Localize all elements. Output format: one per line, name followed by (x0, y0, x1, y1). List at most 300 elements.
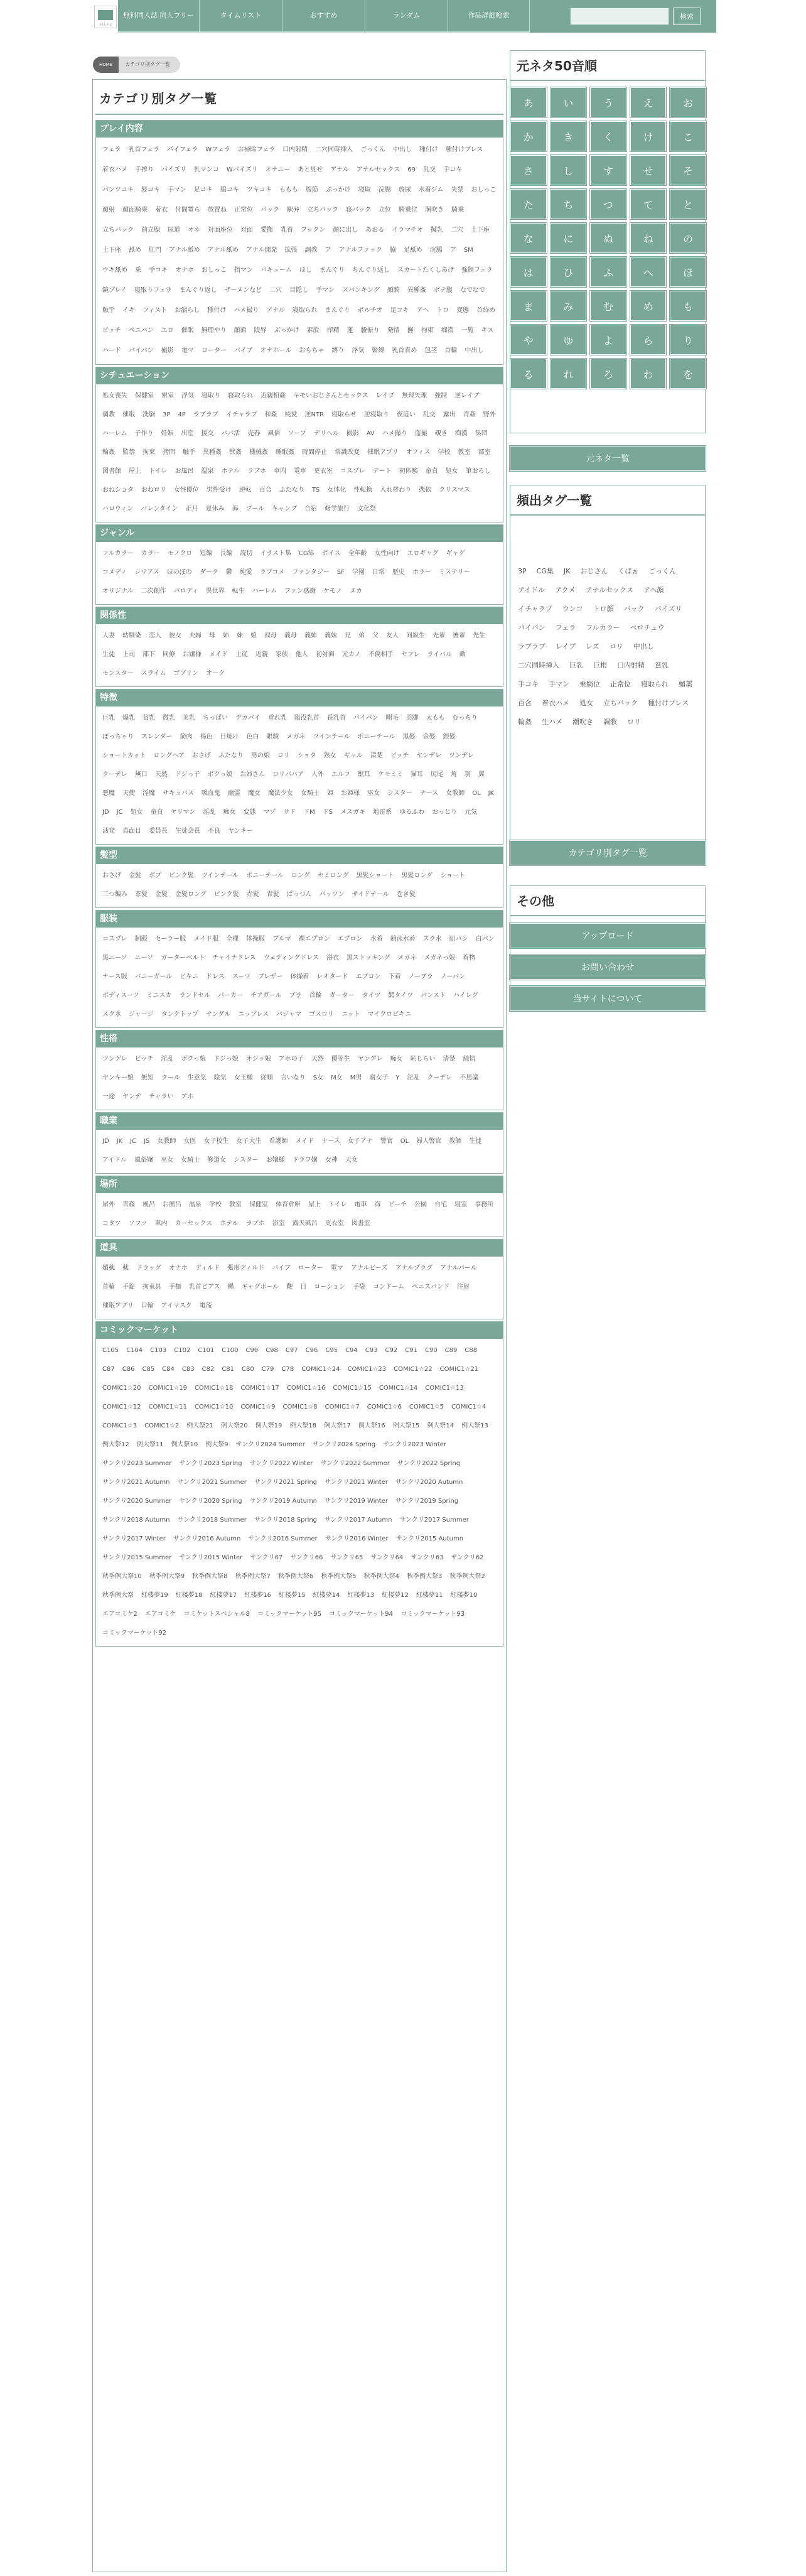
tag-link[interactable]: 妹 (237, 632, 243, 639)
tag-link[interactable]: 紐パン (449, 936, 468, 943)
tag-link[interactable]: 目 (300, 1284, 307, 1291)
tag-link[interactable]: C105 (102, 1347, 119, 1354)
tag-link[interactable]: 覗き (434, 430, 448, 437)
tag-link[interactable]: 例大祭15 (392, 1422, 420, 1429)
tag-link[interactable]: 上司 (122, 651, 135, 658)
site-logo[interactable] (94, 6, 117, 28)
tag-link[interactable]: 筋肉 (180, 733, 193, 740)
kana-button[interactable]: む (590, 291, 626, 321)
tag-link[interactable]: ふたなり (218, 752, 244, 759)
tag-link[interactable]: 女教師 (157, 1138, 176, 1145)
tag-link[interactable]: パイパン (353, 715, 379, 722)
tag-link[interactable]: 主従 (235, 651, 248, 658)
tag-link[interactable]: 乳首責め (392, 347, 417, 354)
tag-link[interactable]: 兄 (345, 632, 351, 639)
tag-link[interactable]: 秋季例大祭4 (363, 1573, 399, 1580)
tag-link[interactable]: アナル舐め (207, 247, 239, 254)
tag-link[interactable]: バック (261, 207, 279, 214)
tag-link[interactable]: サンクリ62 (451, 1554, 484, 1561)
tag-link[interactable]: JK (116, 1138, 123, 1145)
tag-link[interactable]: 監禁 (122, 449, 135, 456)
freq-tag-link[interactable]: 潮吹き (572, 718, 593, 726)
category-list-button[interactable]: カテゴリ別タグ一覧 (510, 840, 706, 865)
tag-link[interactable]: 赤髪 (246, 891, 259, 898)
tag-link[interactable]: サンクリ2020 Autumn (395, 1479, 463, 1486)
tag-link[interactable]: 恥じらい (410, 1056, 436, 1063)
tag-link[interactable]: 手袋 (353, 1284, 366, 1291)
tag-link[interactable]: 魔女 (248, 790, 261, 797)
tag-link[interactable]: 獣耳 (357, 771, 370, 778)
tag-link[interactable]: サンクリ2017 Autumn (325, 1517, 392, 1523)
tag-link[interactable]: 女騎士 (301, 790, 320, 797)
tag-link[interactable]: 口輪 (141, 1302, 154, 1309)
tag-link[interactable]: ラブホ (245, 1220, 265, 1227)
tag-link[interactable]: デリヘル (313, 430, 339, 437)
tag-link[interactable]: 童貞 (150, 809, 163, 816)
tag-link[interactable]: C101 (198, 1347, 215, 1354)
tag-link[interactable]: ジャージ (129, 1011, 154, 1018)
tag-link[interactable]: ゴスロリ (308, 1011, 334, 1018)
tag-link[interactable]: 顔面 (234, 327, 247, 334)
tag-link[interactable]: フルカラー (102, 550, 134, 557)
tag-link[interactable]: 短編 (200, 550, 213, 557)
tag-link[interactable]: ヤンデ (122, 1093, 141, 1100)
tag-link[interactable]: まんぐり返し (179, 287, 217, 294)
freq-tag-link[interactable]: ウンコ (562, 605, 583, 613)
tag-link[interactable]: アホ (181, 1093, 194, 1100)
tag-link[interactable]: 和姦 (264, 411, 277, 418)
tag-link[interactable]: 悪魔 (102, 790, 115, 797)
kana-button[interactable]: ね (630, 223, 667, 253)
tag-link[interactable]: おしっこ (471, 187, 497, 193)
tag-link[interactable]: 常識改変 (335, 449, 360, 456)
tag-link[interactable]: 人妻 (102, 632, 115, 639)
search-button[interactable]: 検索 (673, 8, 701, 25)
freq-tag-link[interactable]: CG集 (536, 567, 554, 575)
tag-link[interactable]: メカ (349, 588, 362, 595)
tag-link[interactable]: 車内 (154, 1220, 168, 1227)
tag-link[interactable]: ボクっ娘 (207, 771, 233, 778)
tag-link[interactable]: ソープ (287, 430, 306, 437)
tag-link[interactable]: 拘束 (142, 449, 155, 456)
tag-link[interactable]: 天然 (154, 771, 168, 778)
tag-link[interactable]: 近親相姦 (261, 392, 286, 399)
tag-link[interactable]: パンツコキ (102, 187, 134, 193)
kana-button[interactable]: ぬ (590, 223, 626, 253)
tag-link[interactable]: 天使 (122, 790, 135, 797)
tag-link[interactable]: ラブコメ (259, 569, 285, 576)
tag-link[interactable]: 陵辱 (254, 327, 267, 334)
tag-link[interactable]: 純情 (463, 1056, 476, 1063)
tag-link[interactable]: 部下 (142, 651, 155, 658)
tag-link[interactable]: COMIC1☆14 (379, 1385, 418, 1392)
tag-link[interactable]: 放尿 (398, 187, 411, 193)
tag-link[interactable]: ピンク髪 (169, 872, 194, 879)
tag-link[interactable]: 土下座 (102, 247, 121, 254)
tag-link[interactable]: 中出し (465, 347, 484, 354)
tag-link[interactable]: 出産 (181, 430, 194, 437)
tag-link[interactable]: レイプ (375, 392, 395, 399)
tag-link[interactable]: 色白 (246, 733, 259, 740)
tag-link[interactable]: アイマスク (161, 1302, 192, 1309)
tag-link[interactable]: 足舐め (403, 247, 422, 254)
tag-link[interactable]: アヘ (416, 307, 429, 314)
tag-link[interactable]: 人外 (311, 771, 324, 778)
tag-link[interactable]: 紅楼夢13 (347, 1592, 375, 1599)
tag-link[interactable]: 例大祭9 (205, 1441, 228, 1448)
tag-link[interactable]: ケモミミ (377, 771, 403, 778)
tag-link[interactable]: 包茎 (424, 347, 438, 354)
tag-link[interactable]: 中出し (392, 146, 412, 153)
tag-link[interactable]: 寝室 (454, 1201, 468, 1208)
tag-link[interactable]: スライム (141, 670, 166, 677)
tag-link[interactable]: 日焼け (220, 733, 239, 740)
tag-link[interactable]: COMIC1☆8 (282, 1404, 318, 1410)
kana-button[interactable]: る (510, 359, 547, 389)
tag-link[interactable]: ごっくん (360, 146, 385, 153)
tag-link[interactable]: サンクリ65 (330, 1554, 363, 1561)
tag-link[interactable]: COMIC1☆6 (367, 1404, 402, 1410)
tag-link[interactable]: 調教 (304, 247, 318, 254)
tag-link[interactable]: 立ちバック (102, 227, 134, 234)
tag-link[interactable]: 屋上 (308, 1201, 321, 1208)
tag-link[interactable]: 修道女 (207, 1157, 227, 1164)
tag-link[interactable]: キス (481, 327, 494, 334)
kana-button[interactable]: も (670, 291, 706, 321)
tag-link[interactable]: 強制 (434, 392, 448, 399)
tag-link[interactable]: ホラー (412, 569, 431, 576)
tag-link[interactable]: マイクロビキニ (367, 1011, 412, 1018)
tag-link[interactable]: サンクリ66 (290, 1554, 323, 1561)
kana-button[interactable]: し (551, 155, 587, 185)
tag-link[interactable]: コスプレ (340, 468, 365, 475)
tag-link[interactable]: COMIC1☆3 (102, 1422, 137, 1429)
tag-link[interactable]: コミックマーケット95 (257, 1611, 321, 1618)
tag-link[interactable]: アナル (330, 166, 349, 173)
tag-link[interactable]: エアコミケ2 (102, 1611, 137, 1618)
tag-link[interactable]: 他人 (295, 651, 308, 658)
tag-link[interactable]: お風呂 (175, 468, 194, 475)
tag-link[interactable]: 催眠 (181, 327, 194, 334)
tag-link[interactable]: 秋季例大祭7 (235, 1573, 271, 1580)
freq-tag-link[interactable]: パイパン (518, 624, 545, 632)
tag-link[interactable]: 女子アナ (347, 1138, 373, 1145)
tag-link[interactable]: C99 (245, 1347, 259, 1354)
tag-link[interactable]: ノーブラ (408, 973, 433, 980)
tag-link[interactable]: COMIC1☆4 (451, 1404, 486, 1410)
tag-link[interactable]: 不思議 (459, 1074, 479, 1081)
tag-link[interactable]: 更衣室 (325, 1220, 344, 1227)
tag-link[interactable]: サキュバス (163, 790, 194, 797)
tag-link[interactable]: 魔法少女 (268, 790, 293, 797)
tag-link[interactable]: 学園 (352, 569, 365, 576)
tag-link[interactable]: ファン感謝 (284, 588, 316, 595)
tag-link[interactable]: 学校 (209, 1201, 222, 1208)
tag-link[interactable]: マゾ (263, 809, 276, 816)
freq-tag-link[interactable]: アクメ (555, 586, 576, 594)
tag-link[interactable]: キャンプ (272, 506, 298, 512)
tag-link[interactable]: 浣腸 (378, 187, 391, 193)
tag-link[interactable]: ショタ (297, 752, 316, 759)
tag-link[interactable]: ツインテール (201, 872, 239, 879)
tag-link[interactable]: 眼鏡 (266, 733, 279, 740)
tag-link[interactable]: 首輪 (444, 347, 458, 354)
tag-link[interactable]: オナニー (265, 166, 291, 173)
tag-link[interactable]: ショートカット (102, 752, 146, 759)
tag-link[interactable]: 例大祭20 (220, 1422, 248, 1429)
tag-link[interactable]: 乳首 (280, 227, 293, 234)
tag-link[interactable]: サンクリ2016 Winter (325, 1535, 389, 1542)
tag-link[interactable]: 同僚 (163, 651, 175, 658)
tag-link[interactable]: 処女 (130, 809, 143, 816)
tag-link[interactable]: バニーガール (134, 973, 173, 980)
tag-link[interactable]: 家族 (275, 651, 288, 658)
tag-link[interactable]: 百合 (259, 487, 272, 494)
tag-link[interactable]: 妊娠 (161, 430, 174, 437)
tag-link[interactable]: ブラ (289, 992, 302, 999)
tag-link[interactable]: 集団 (475, 430, 488, 437)
kana-button[interactable]: ふ (590, 257, 626, 287)
tag-link[interactable]: ポニーテール (246, 872, 284, 879)
tag-link[interactable]: おねショタ (102, 487, 134, 494)
tag-link[interactable]: 素股 (306, 327, 320, 334)
tag-link[interactable]: 手錠 (122, 1284, 135, 1291)
tag-link[interactable]: ビッチ (102, 327, 121, 334)
tag-link[interactable]: 風呂 (142, 1201, 155, 1208)
tag-link[interactable]: ブレザー (257, 973, 283, 980)
tag-link[interactable]: ギャグ (446, 550, 465, 557)
tag-link[interactable]: COMIC1☆24 (301, 1366, 340, 1373)
tag-link[interactable]: 縛り (331, 347, 345, 354)
tag-link[interactable]: 駅弁 (287, 207, 299, 214)
tag-link[interactable]: サンクリ2019 Winter (325, 1498, 388, 1505)
tag-link[interactable]: 褐色 (200, 733, 213, 740)
tag-link[interactable]: SF (336, 569, 345, 576)
tag-link[interactable]: ブルマ (272, 936, 291, 943)
nav-item-free[interactable]: 無料同人誌 同人フリー (118, 0, 200, 33)
kana-button[interactable]: を (670, 359, 706, 389)
tag-link[interactable]: 調教 (102, 411, 115, 418)
tag-link[interactable]: 黒ニーソ (102, 955, 127, 961)
tag-link[interactable]: 痴漢 (441, 327, 454, 334)
freq-tag-link[interactable]: フルカラー (586, 624, 620, 632)
tag-link[interactable]: COMIC1☆17 (240, 1385, 279, 1392)
tag-link[interactable]: 二穴 (269, 287, 282, 294)
tag-link[interactable]: 貧乳 (142, 715, 155, 722)
tag-link[interactable]: 熟女 (323, 752, 336, 759)
tag-link[interactable]: 寝バック (346, 207, 371, 214)
tag-link[interactable]: サンクリ2021 Spring (254, 1479, 318, 1486)
freq-tag-link[interactable]: トロ顔 (593, 605, 614, 613)
tag-link[interactable]: バキューム (261, 267, 292, 274)
tag-link[interactable]: 制服 (134, 936, 148, 943)
tag-link[interactable]: 体操着 (290, 973, 309, 980)
tag-link[interactable]: 潮吹き (425, 207, 444, 214)
tag-link[interactable]: C102 (174, 1347, 191, 1354)
tag-link[interactable]: 図書室 (351, 1220, 370, 1227)
tag-link[interactable]: サンクリ2018 Spring (254, 1517, 318, 1523)
tag-link[interactable]: 4P (178, 411, 186, 418)
tag-link[interactable]: ロリ (277, 752, 290, 759)
tag-link[interactable]: 夫婦 (189, 632, 202, 639)
tag-link[interactable]: クーデレ (427, 1074, 453, 1081)
tag-link[interactable]: サンクリ2023 Winter (383, 1441, 447, 1448)
tag-link[interactable]: 秋季例大祭2 (449, 1573, 485, 1580)
tag-link[interactable]: 逆レイプ (454, 392, 480, 399)
tag-link[interactable]: 対面 (240, 227, 253, 234)
tag-link[interactable]: 海 (232, 506, 239, 512)
freq-tag-link[interactable]: ラブラブ (518, 642, 545, 651)
tag-link[interactable]: 売春 (247, 430, 261, 437)
tag-link[interactable]: ビキニ (180, 973, 199, 980)
tag-link[interactable]: 教室 (229, 1201, 242, 1208)
tag-link[interactable]: 読切 (240, 550, 253, 557)
tag-link[interactable]: 手コキ (443, 166, 462, 173)
tag-link[interactable]: ミステリー (438, 569, 470, 576)
tag-link[interactable]: 金髪 (129, 872, 141, 879)
tag-link[interactable]: ぶっかけ (274, 327, 299, 334)
tag-link[interactable]: 痴女 (390, 1056, 403, 1063)
tag-link[interactable]: COMIC1☆12 (102, 1404, 141, 1410)
tag-link[interactable]: 先輩 (433, 632, 445, 639)
tag-link[interactable]: スーツ (232, 973, 250, 980)
tag-link[interactable]: 義母 (284, 632, 297, 639)
tag-link[interactable]: パパ活 (221, 430, 240, 437)
tag-link[interactable]: Wフェラ (205, 146, 230, 153)
tag-link[interactable]: コミケットスペシャル8 (183, 1611, 250, 1618)
tag-link[interactable]: サイドテール (352, 891, 389, 898)
tag-link[interactable]: ノーパン (440, 973, 465, 980)
tag-link[interactable]: 優等生 (331, 1056, 350, 1063)
tag-link[interactable]: 紅楼夢18 (175, 1592, 203, 1599)
kana-button[interactable]: よ (590, 325, 626, 355)
tag-link[interactable]: 巨乳 (102, 715, 115, 722)
tag-link[interactable]: 乱交 (422, 166, 436, 173)
tag-link[interactable]: 自宅 (434, 1201, 448, 1208)
tag-link[interactable]: 入れ替わり (380, 487, 412, 494)
tag-link[interactable]: エプロン (337, 936, 363, 943)
tag-link[interactable]: 文化祭 (357, 506, 377, 512)
tag-link[interactable]: 温泉 (201, 468, 214, 475)
tag-link[interactable]: 脇コキ (220, 187, 239, 193)
tag-link[interactable]: イラスト集 (260, 550, 291, 557)
tag-link[interactable]: 例大祭18 (289, 1422, 317, 1429)
tag-link[interactable]: フックン (300, 227, 326, 234)
tag-link[interactable]: SM (463, 247, 473, 254)
tag-link[interactable]: ポニーテール (357, 733, 395, 740)
tag-link[interactable]: オナホール (260, 347, 292, 354)
tag-link[interactable]: 真面目 (122, 828, 141, 835)
tag-link[interactable]: 尻尾 (430, 771, 443, 778)
tag-link[interactable]: 黒髪ロング (401, 872, 433, 879)
tag-link[interactable]: 屋外 (102, 1201, 115, 1208)
tag-link[interactable]: まんぐり (325, 307, 350, 314)
tag-link[interactable]: 逆NTR (304, 411, 325, 418)
tag-link[interactable]: ハーレム (102, 430, 127, 437)
tag-link[interactable]: 日常 (372, 569, 385, 576)
freq-tag-link[interactable]: 着衣ハメ (542, 699, 569, 707)
tag-link[interactable]: 網タイツ (388, 992, 414, 999)
tag-link[interactable]: サンクリ2016 Summer (248, 1535, 318, 1542)
tag-link[interactable]: セフレ (400, 651, 420, 658)
tag-link[interactable]: カラー (141, 550, 160, 557)
tag-link[interactable]: 不倫相手 (368, 651, 394, 658)
freq-tag-link[interactable]: 立ちバック (603, 699, 638, 707)
tag-link[interactable]: スク水 (422, 936, 442, 943)
tag-link[interactable]: 茶髪 (135, 891, 148, 898)
tag-link[interactable]: サンクリ2021 Autumn (102, 1479, 170, 1486)
tag-link[interactable]: COMIC1☆23 (347, 1366, 387, 1373)
freq-tag-link[interactable]: 調教 (603, 718, 617, 726)
tag-link[interactable]: 秋季例大祭6 (277, 1573, 314, 1580)
tag-link[interactable]: 浣腸 (429, 247, 443, 254)
tag-link[interactable]: 注射 (457, 1284, 470, 1291)
tag-link[interactable]: 痴女 (223, 809, 236, 816)
tag-link[interactable]: アナル開発 (246, 247, 277, 254)
tag-link[interactable]: COMIC1☆2 (144, 1422, 180, 1429)
tag-link[interactable]: ナース服 (102, 973, 127, 980)
tag-link[interactable]: 例大祭12 (102, 1441, 129, 1448)
tag-link[interactable]: 種付けプレス (445, 146, 483, 153)
tag-link[interactable]: バイブ (272, 1265, 291, 1272)
tag-link[interactable]: 幼馴染 (122, 632, 141, 639)
tag-link[interactable]: 首輪 (102, 1284, 115, 1291)
kana-button[interactable]: あ (510, 87, 547, 117)
tag-link[interactable]: JD (102, 1138, 109, 1145)
tag-link[interactable]: 首輪 (309, 992, 322, 999)
freq-tag-link[interactable]: 巨根 (593, 661, 607, 669)
tag-link[interactable]: イキ (122, 307, 135, 314)
tag-link[interactable]: 顔面騎乗 (122, 207, 148, 214)
tag-link[interactable]: 生徒 (102, 651, 115, 658)
tag-link[interactable]: 前立腺 (141, 227, 160, 234)
tag-link[interactable]: 女性優位 (173, 487, 199, 494)
tag-link[interactable]: オナホ (175, 267, 194, 274)
tag-link[interactable]: 男の娘 (250, 752, 270, 759)
tag-link[interactable]: COMIC1☆13 (425, 1385, 464, 1392)
tag-link[interactable]: 立ちバック (307, 207, 338, 214)
tag-link[interactable]: 父 (372, 632, 379, 639)
tag-link[interactable]: 髪コキ (141, 187, 160, 193)
tag-link[interactable]: 浮気 (352, 347, 365, 354)
tag-link[interactable]: ロングヘア (153, 752, 185, 759)
kana-button[interactable]: ま (510, 291, 547, 321)
tag-link[interactable]: 騎乗位 (399, 207, 417, 214)
tag-link[interactable]: 付間電ら (175, 207, 200, 214)
tag-link[interactable]: 秋季例大祭9 (149, 1573, 185, 1580)
tag-link[interactable]: 清楚 (443, 1056, 456, 1063)
tag-link[interactable]: C81 (222, 1366, 235, 1373)
tag-link[interactable]: オネ (188, 227, 200, 234)
tag-link[interactable]: 拷問 (163, 449, 175, 456)
tag-link[interactable]: クーデレ (102, 771, 127, 778)
tag-link[interactable]: 教室 (458, 449, 471, 456)
tag-link[interactable]: C87 (102, 1366, 115, 1373)
tag-link[interactable]: 乗 (135, 267, 141, 274)
tag-link[interactable]: オリジナル (102, 588, 134, 595)
tag-link[interactable]: 金髪 (422, 733, 436, 740)
tag-link[interactable]: 幽霊 (228, 790, 240, 797)
freq-tag-link[interactable]: フェラ (555, 624, 576, 632)
tag-link[interactable]: エロギャグ (407, 550, 439, 557)
tag-link[interactable]: 風俗嬢 (134, 1157, 154, 1164)
tag-link[interactable]: 鬱 (225, 569, 232, 576)
nav-item-recommended[interactable]: おすすめ (282, 0, 365, 33)
tag-link[interactable]: 彼女 (169, 632, 181, 639)
tag-link[interactable]: 羽 (464, 771, 471, 778)
tag-link[interactable]: 生徒 (469, 1138, 482, 1145)
tag-link[interactable]: C94 (345, 1347, 358, 1354)
